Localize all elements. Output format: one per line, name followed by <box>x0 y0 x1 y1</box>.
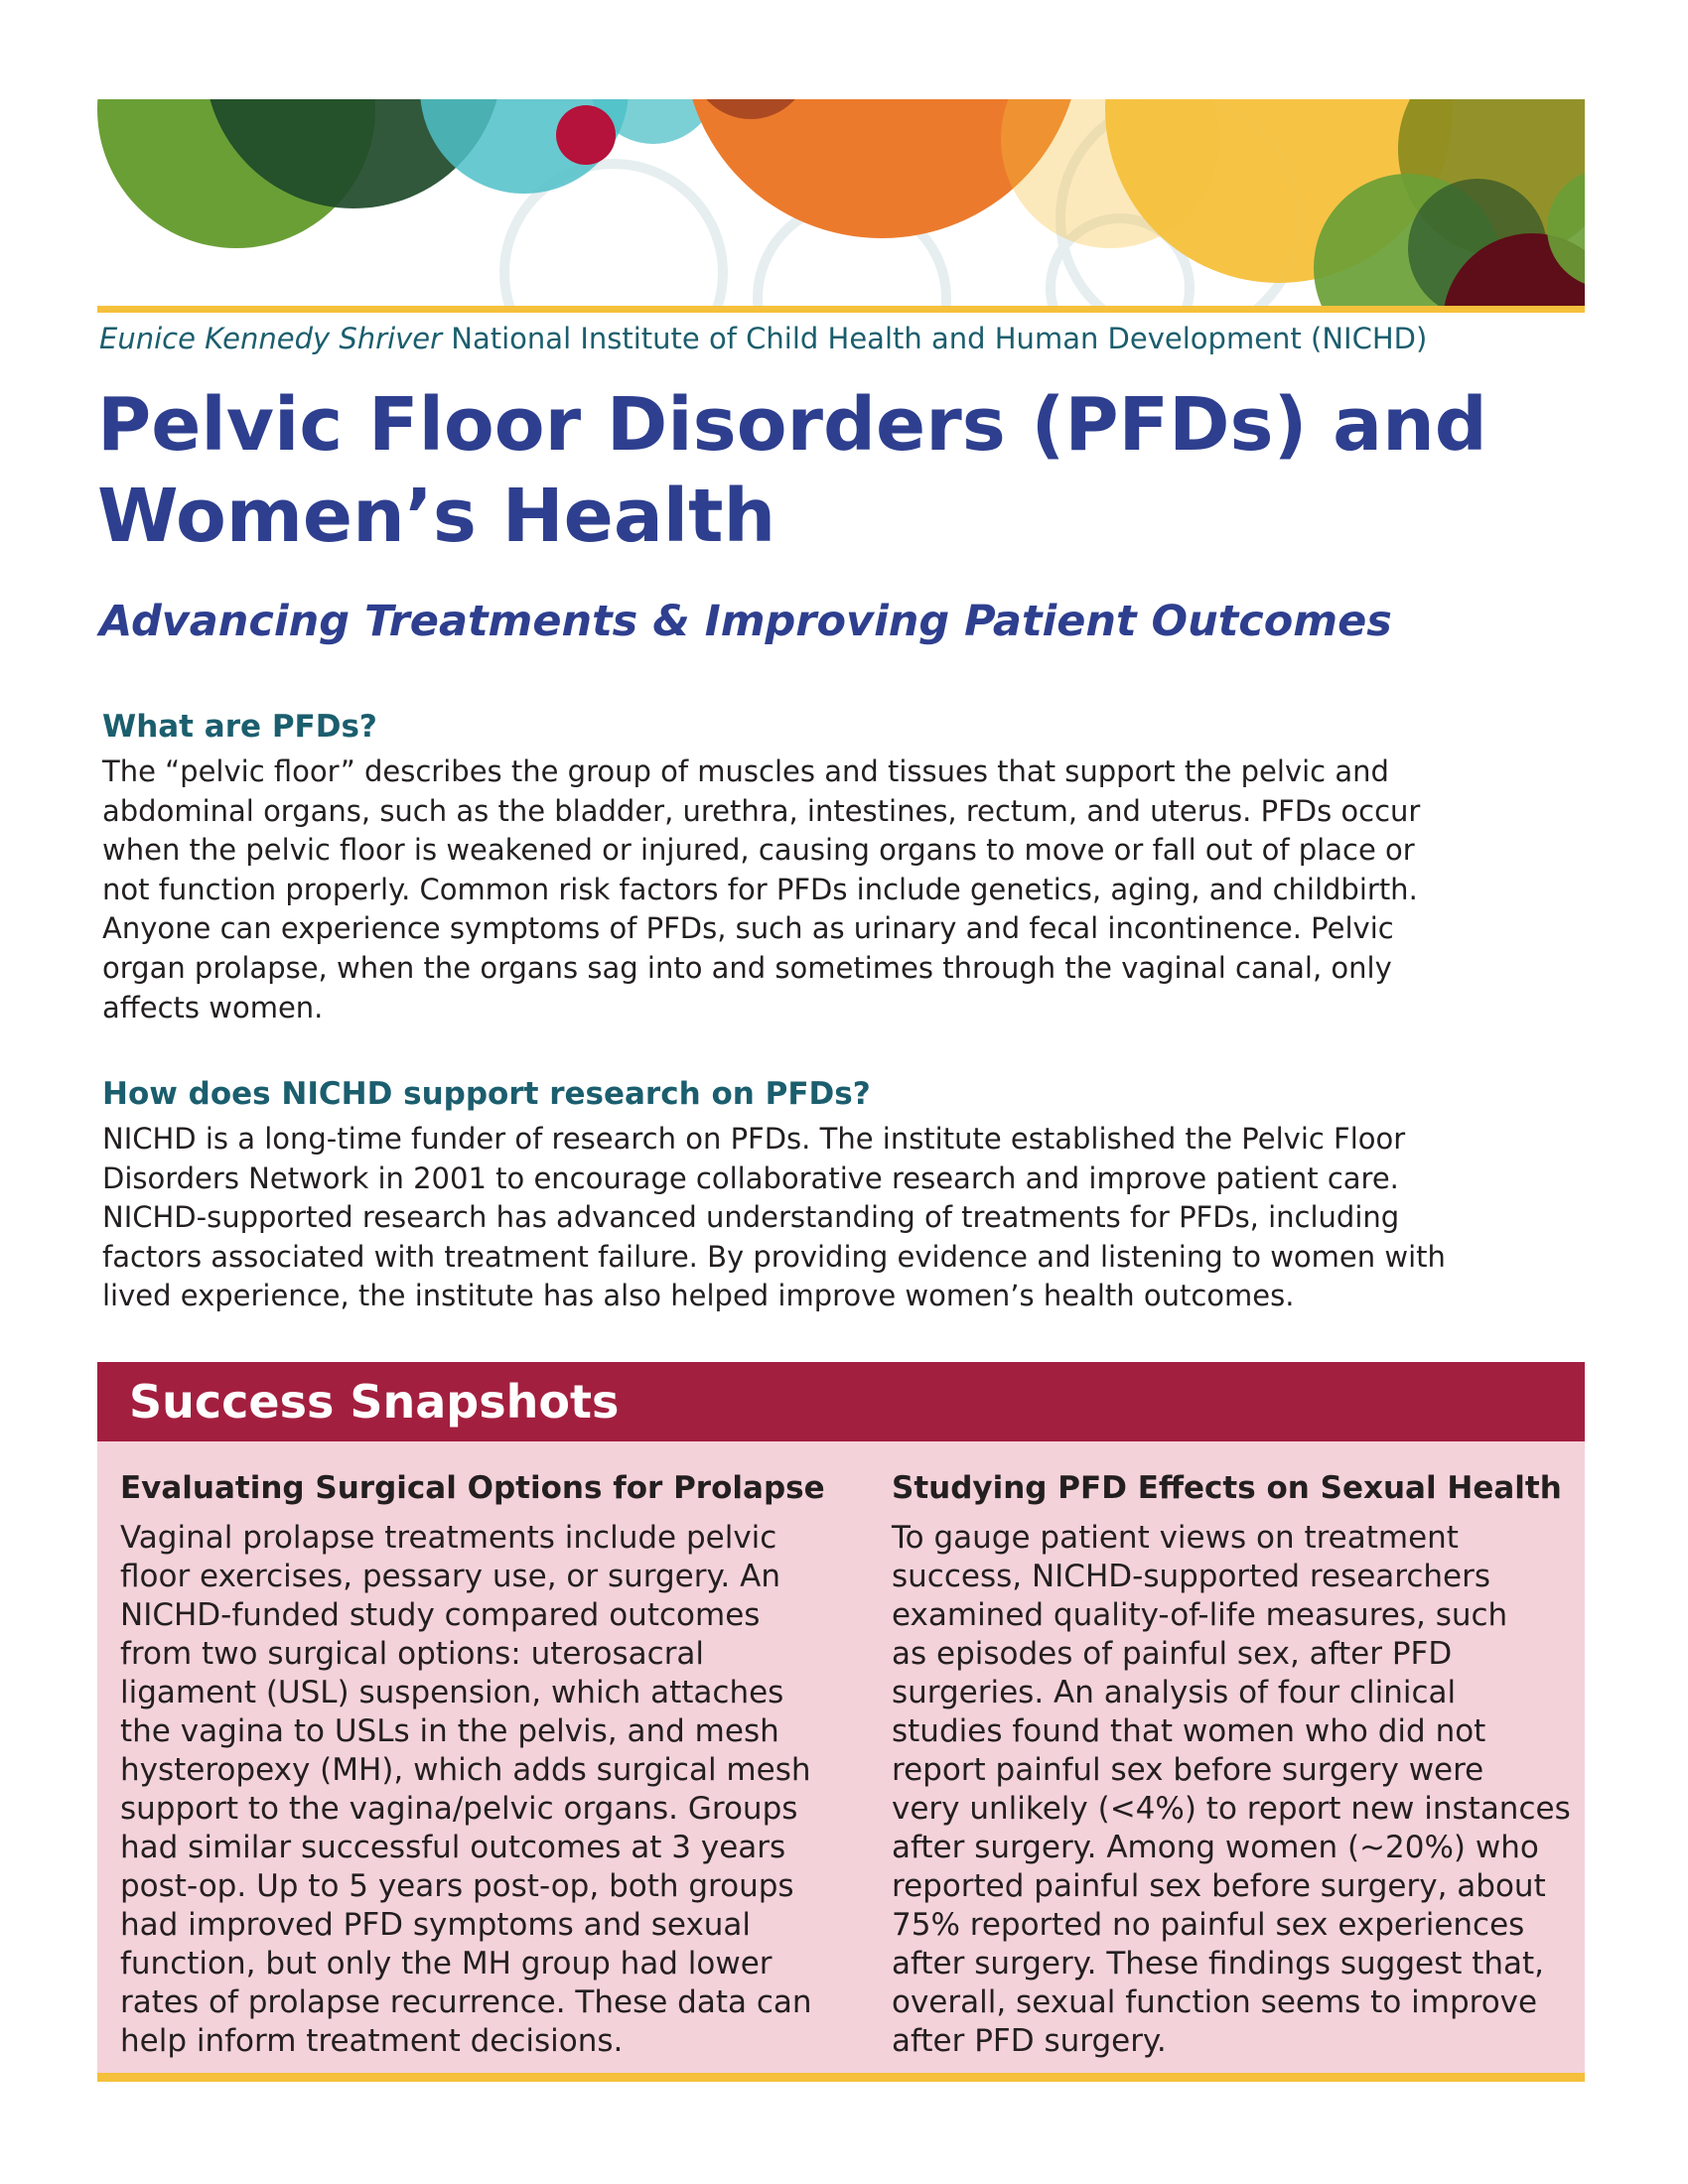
section-body <box>102 752 1572 1027</box>
body-line: studies found that women who did not <box>892 1713 1486 1749</box>
body-line: had similar successful outcomes at 3 years <box>120 1830 786 1865</box>
snapshot-sexual-health <box>892 1465 1571 2061</box>
snapshot-heading: Evaluating Surgical Options for Prolapse <box>120 1470 825 1506</box>
body-line: affects women. <box>102 990 324 1024</box>
body-line: NICHD-funded study compared outcomes <box>120 1597 761 1633</box>
body-line: success, NICHD-supported researchers <box>892 1559 1491 1594</box>
body-line: Anyone can experience symptoms of PFDs, such as urinary and fecal incontinence. Pelvic <box>102 911 1394 946</box>
body-line: rates of prolapse recurrence. These data can <box>120 1984 812 2020</box>
body-line: report painful sex before surgery were <box>892 1752 1484 1788</box>
section-body <box>102 1120 1572 1316</box>
body-line: abdominal organs, such as the bladder, urethra, intestines, rectum, and uterus. PFDs occur <box>102 793 1421 828</box>
body-line: 75% reported no painful sex experiences <box>892 1907 1525 1943</box>
body-line: reported painful sex before surgery, about <box>892 1868 1546 1904</box>
body-line: Vaginal prolapse treatments include pelvic <box>120 1520 777 1556</box>
section-what-are-pfds <box>102 705 1572 1027</box>
success-snapshots-title: Success Snapshots <box>129 1375 620 1429</box>
snapshots-gold-rule <box>97 2073 1585 2082</box>
body-line: overall, sexual function seems to improve <box>892 1984 1538 2020</box>
institute-name <box>99 316 1427 361</box>
section-heading: How does NICHD support research on PFDs? <box>102 1076 871 1112</box>
body-line: Disorders Network in 2001 to encourage collaborative research and improve patient care. <box>102 1160 1399 1195</box>
body-line: support to the vagina/pelvic organs. Groups <box>120 1791 798 1827</box>
body-line: from two surgical options: uterosacral <box>120 1636 705 1672</box>
institute-name-rest: National Institute of Child Health and Human Development (NICHD) <box>442 322 1428 355</box>
body-line: hysteropexy (MH), which adds surgical mesh <box>120 1752 811 1788</box>
body-line: when the pelvic floor is weakened or injured, causing organs to move or fall out of place or <box>102 833 1415 868</box>
body-line: NICHD is a long-time funder of research on PFDs. The institute established the Pelvic Floor <box>102 1122 1406 1156</box>
body-line: help inform treatment decisions. <box>120 2023 624 2059</box>
header-banner <box>97 99 1585 308</box>
body-line: ligament (USL) suspension, which attaches <box>120 1675 784 1710</box>
snapshot-body <box>120 1519 812 2061</box>
body-line: The “pelvic floor” describes the group of muscles and tissues that support the pelvic and <box>102 754 1389 788</box>
body-line: the vagina to USLs in the pelvis, and mesh <box>120 1713 779 1749</box>
institute-name-italic: Eunice Kennedy Shriver <box>99 322 443 355</box>
decorative-circles-banner <box>97 99 1585 308</box>
body-line: post-op. Up to 5 years post-op, both groups <box>120 1868 794 1904</box>
body-line: after PFD surgery. <box>892 2023 1167 2059</box>
body-line: after surgery. Among women (~20%) who <box>892 1830 1539 1865</box>
snapshot-heading: Studying PFD Effects on Sexual Health <box>892 1470 1562 1506</box>
body-line: To gauge patient views on treatment <box>892 1520 1459 1556</box>
body-line: surgeries. An analysis of four clinical <box>892 1675 1457 1710</box>
body-line: function, but only the MH group had lower <box>120 1946 773 1981</box>
snapshot-body <box>892 1519 1571 2061</box>
section-nichd-support <box>102 1072 1572 1316</box>
banner-gold-rule <box>97 306 1585 313</box>
body-line: very unlikely (<4%) to report new instances <box>892 1791 1571 1827</box>
snapshot-surgical-options <box>120 1465 825 2061</box>
body-line: factors associated with treatment failure. By providing evidence and listening to women with <box>102 1239 1446 1274</box>
success-snapshots-header <box>97 1362 1585 1441</box>
page-title-line-2: Women’s Health <box>97 474 776 559</box>
crimson-dot <box>556 105 616 165</box>
body-line: NICHD-supported research has advanced understanding of treatments for PFDs, including <box>102 1200 1400 1235</box>
body-line: had improved PFD symptoms and sexual <box>120 1907 752 1943</box>
body-line: floor exercises, pessary use, or surgery. An <box>120 1559 780 1594</box>
body-line: not function properly. Common risk factors for PFDs include genetics, aging, and childbirth. <box>102 872 1418 906</box>
body-line: as episodes of painful sex, after PFD <box>892 1636 1453 1672</box>
body-line: after surgery. These findings suggest that, <box>892 1946 1545 1981</box>
page-title-line-1: Pelvic Floor Disorders (PFDs) and <box>97 382 1487 468</box>
section-heading: What are PFDs? <box>102 709 377 745</box>
page-subtitle: Advancing Treatments & Improving Patient Outcomes <box>99 597 1392 646</box>
page-title <box>97 379 1487 562</box>
body-line: organ prolapse, when the organs sag into and sometimes through the vaginal canal, only <box>102 950 1392 985</box>
body-line: lived experience, the institute has also helped improve women’s health outcomes. <box>102 1279 1295 1313</box>
body-line: examined quality-of-life measures, such <box>892 1597 1508 1633</box>
